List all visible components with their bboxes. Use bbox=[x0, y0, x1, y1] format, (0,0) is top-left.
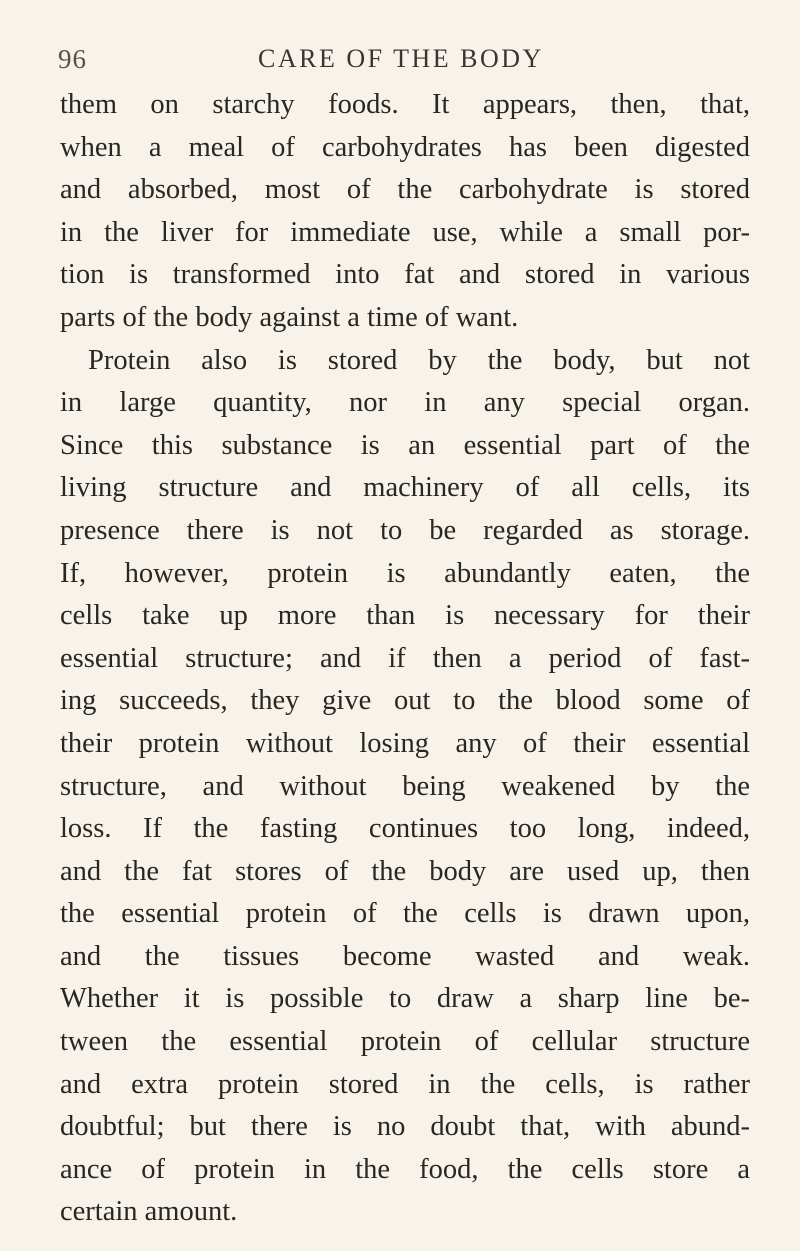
text-line: ing succeeds, they give out to the blood some of bbox=[60, 685, 750, 717]
text-line: structure, and without being weakened by the bbox=[60, 770, 750, 802]
body-text bbox=[60, 84, 750, 1234]
text-line: and extra protein stored in the cells, is rather bbox=[60, 1068, 750, 1100]
page-number: 96 bbox=[58, 44, 87, 74]
text-line: Whether it is possible to draw a sharp line be- bbox=[60, 983, 750, 1015]
page-header bbox=[58, 44, 740, 84]
text-line: tion is transformed into fat and stored in various bbox=[60, 259, 750, 291]
text-line: ance of protein in the food, the cells store a bbox=[60, 1153, 750, 1185]
text-line: presence there is not to be regarded as storage. bbox=[60, 514, 750, 546]
text-line: parts of the body against a time of want. bbox=[60, 301, 519, 333]
text-line: cells take up more than is necessary for their bbox=[60, 600, 750, 632]
text-line: the essential protein of the cells is drawn upon, bbox=[60, 898, 750, 930]
text-line: and absorbed, most of the carbohydrate is stored bbox=[60, 174, 750, 206]
text-line: certain amount. bbox=[60, 1196, 238, 1228]
text-line: in large quantity, nor in any special organ. bbox=[60, 387, 750, 419]
text-line: and the tissues become wasted and weak. bbox=[60, 940, 750, 972]
text-line: their protein without losing any of their essential bbox=[60, 727, 750, 759]
text-line: tween the essential protein of cellular structure bbox=[60, 1026, 750, 1058]
running-title: CARE OF THE BODY bbox=[258, 44, 544, 73]
text-line: doubtful; but there is no doubt that, with abund- bbox=[60, 1111, 750, 1143]
text-line: Protein also is stored by the body, but not bbox=[88, 344, 750, 376]
text-line: Since this substance is an essential part of the bbox=[60, 429, 750, 461]
text-line: in the liver for immediate use, while a small por- bbox=[60, 216, 750, 248]
text-line: loss. If the fasting continues too long, indeed, bbox=[60, 813, 750, 845]
text-line: living structure and machinery of all cells, its bbox=[60, 472, 750, 504]
text-line: If, however, protein is abundantly eaten, the bbox=[60, 557, 750, 589]
text-line: when a meal of carbohydrates has been digested bbox=[60, 131, 750, 163]
text-line: them on starchy foods. It appears, then, that, bbox=[60, 89, 750, 120]
text-line: and the fat stores of the body are used up, then bbox=[60, 855, 750, 887]
text-line: essential structure; and if then a period of fast- bbox=[60, 642, 750, 674]
